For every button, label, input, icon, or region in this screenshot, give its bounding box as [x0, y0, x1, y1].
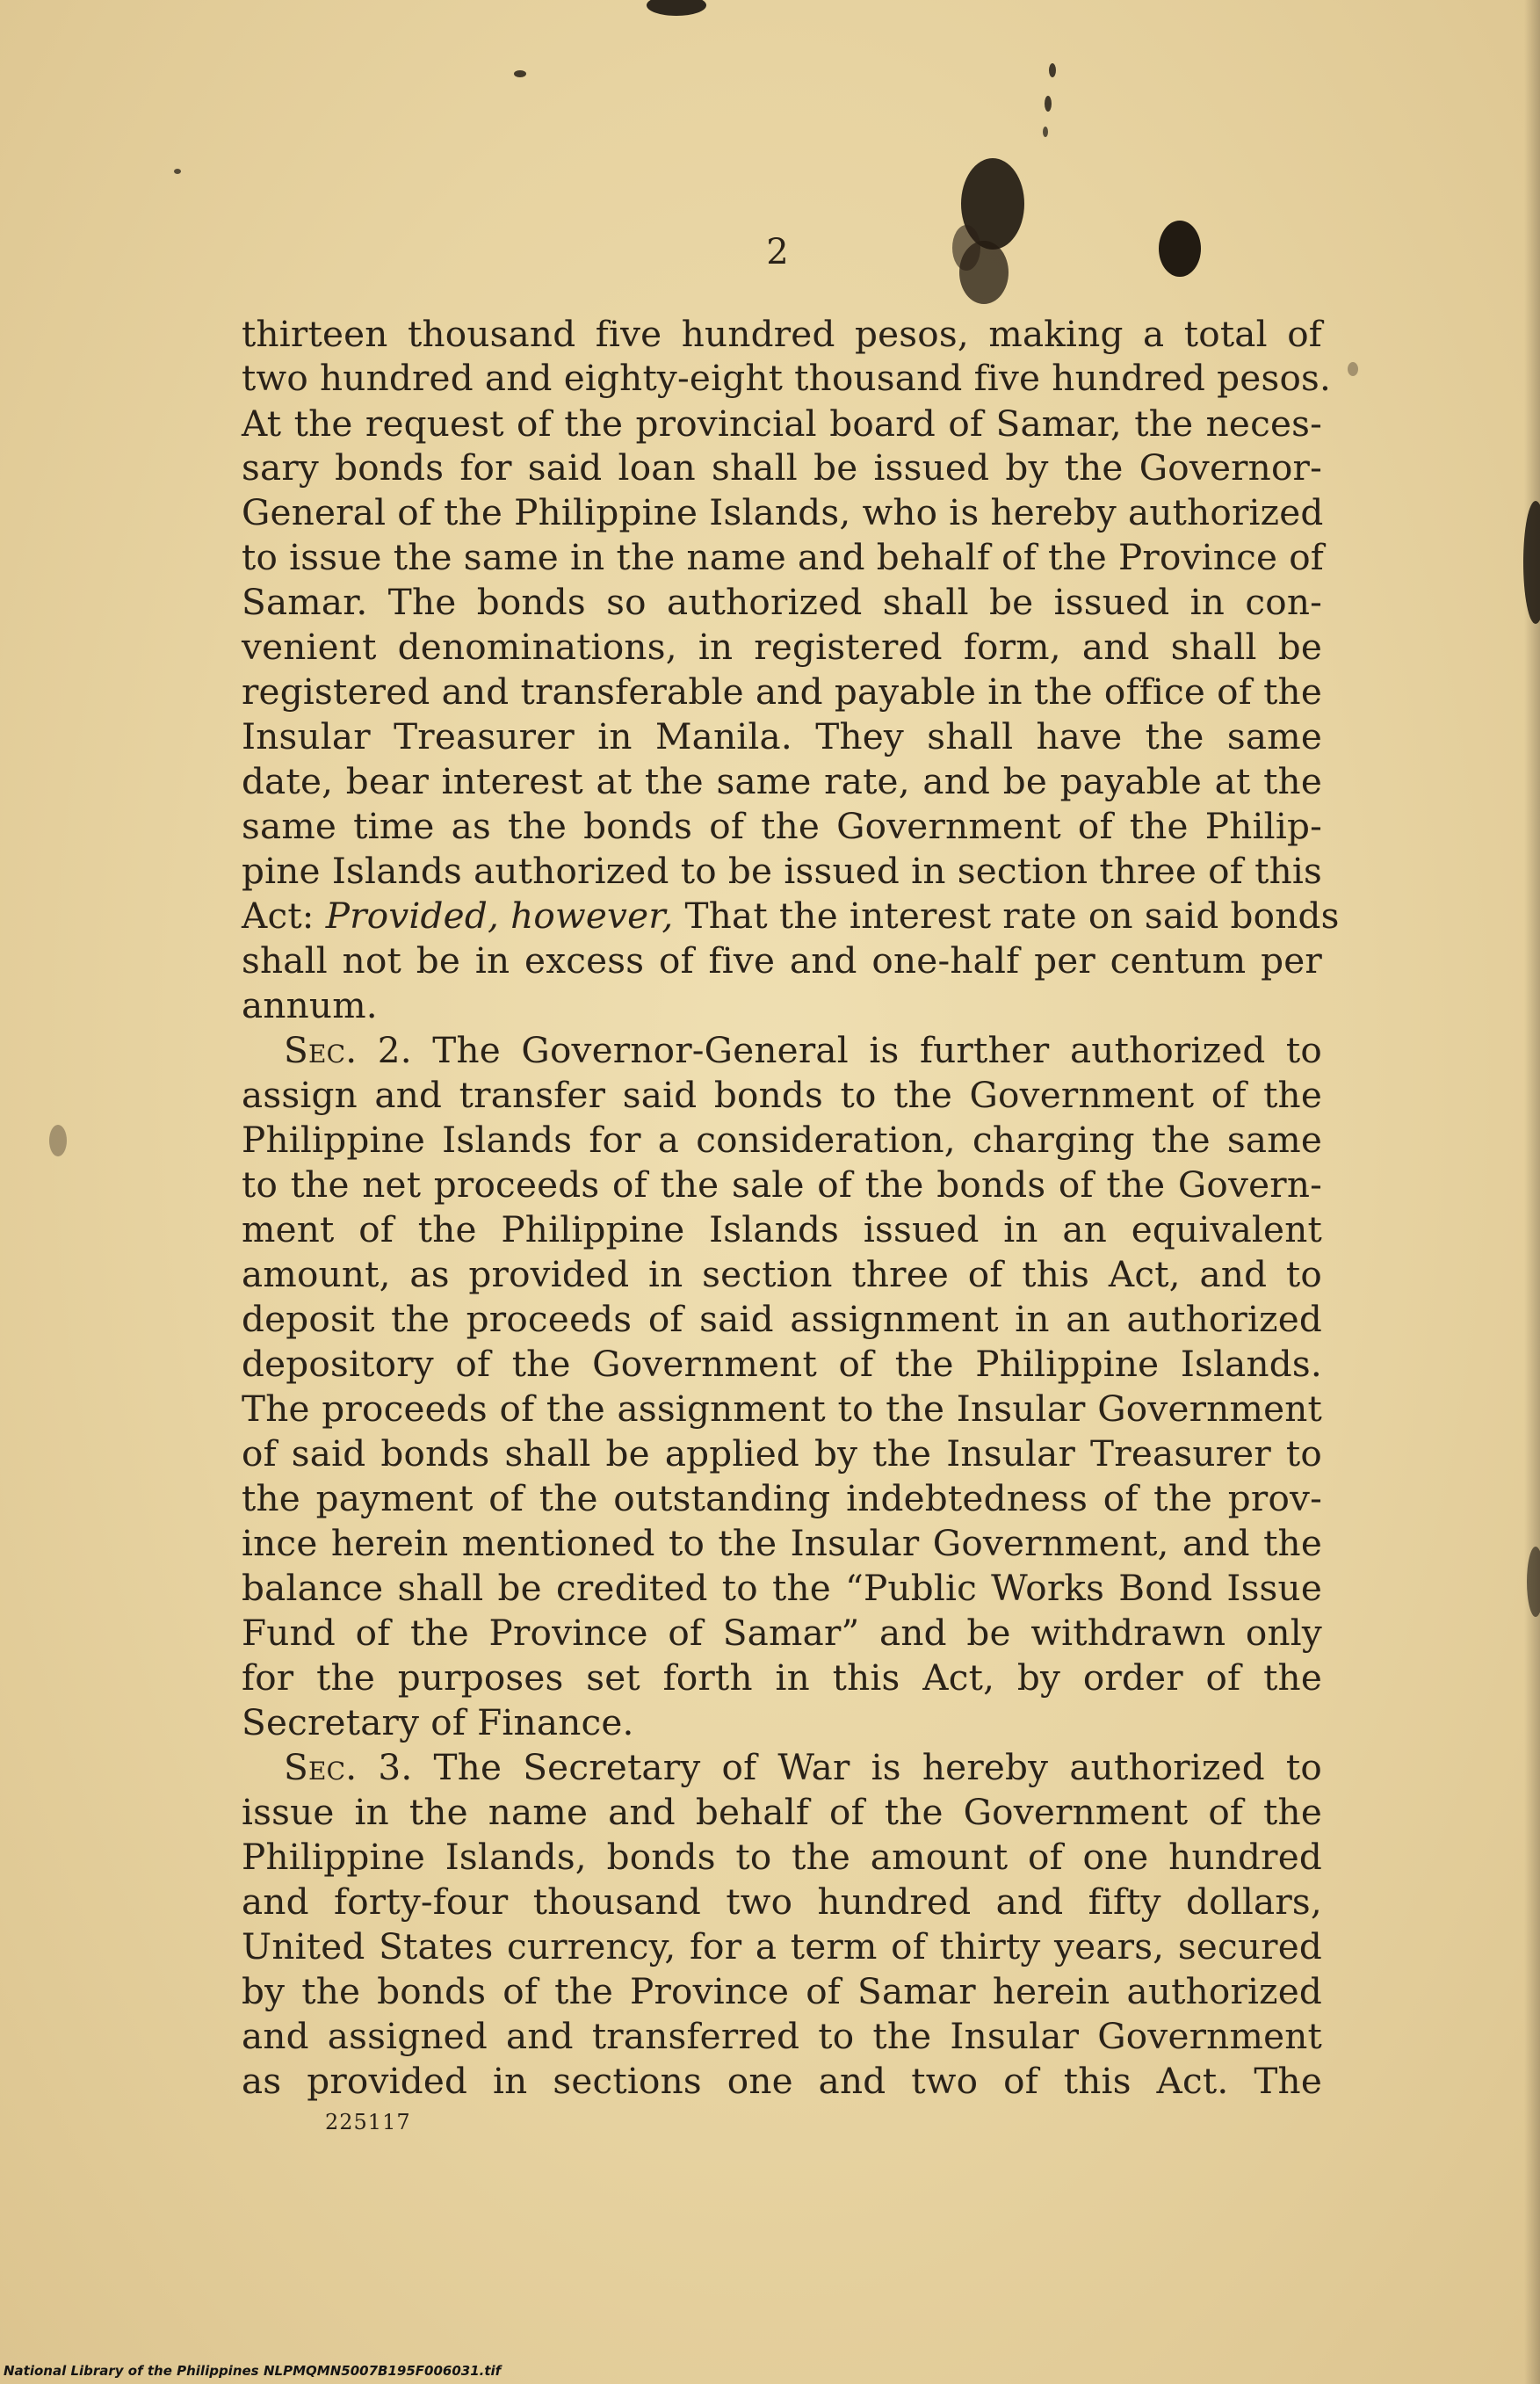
text-line: same time as the bonds of the Government of the Philip-: [242, 805, 1322, 847]
section-2-first-text: The Governor-General is further authorized to: [411, 1029, 1322, 1071]
text-line: General of the Philippine Islands, who is hereby authorized: [242, 491, 1324, 533]
text-line: Fund of the Province of Samar” and be withdrawn only: [242, 1612, 1322, 1654]
text-line: venient denominations, in registered form, and shall be: [242, 626, 1322, 668]
text-line: annum.: [242, 984, 378, 1026]
text-line: as provided in sections one and two of this Act. The: [242, 2060, 1322, 2102]
text-line: to issue the same in the name and behalf of the Province of: [242, 536, 1324, 578]
section-2-heading-line: [284, 1028, 1322, 1072]
text-line: Secretary of Finance.: [242, 1701, 634, 1743]
text-line: Philippine Islands, bonds to the amount of one hundred: [242, 1836, 1322, 1878]
text-line: Insular Treasurer in Manila. They shall have the same: [242, 715, 1322, 757]
text-line: Samar. The bonds so authorized shall be issued in con-: [242, 581, 1322, 623]
text-line: thirteen thousand five hundred pesos, making a total of: [242, 313, 1322, 355]
text-line: and forty-four thousand two hundred and fifty dollars,: [242, 1880, 1322, 1923]
text-line: two hundred and eighty-eight thousand five hundred pesos.: [242, 357, 1332, 399]
page-edge-shadow: [1524, 0, 1540, 2384]
text-line: the payment of the outstanding indebtedness of the prov-: [242, 1477, 1322, 1519]
text-line: issue in the name and behalf of the Government of the: [242, 1791, 1322, 1833]
text-line: balance shall be credited to the “Public Works Bond Issue: [242, 1567, 1322, 1609]
section-3-first-text: The Secretary of War is hereby authorized to: [412, 1746, 1322, 1788]
proviso-prefix: Act:: [242, 895, 326, 937]
section-2-label: Sec. 2.: [284, 1029, 412, 1071]
text-line: depository of the Government of the Philippine Islands.: [242, 1343, 1322, 1385]
text-line: by the bonds of the Province of Samar herein authorized: [242, 1970, 1322, 2012]
text-line: shall not be in excess of five and one-half per centum per: [242, 939, 1322, 982]
text-line: pine Islands authorized to be issued in section three of this: [242, 850, 1322, 892]
text-line: ince herein mentioned to the Insular Government, and the: [242, 1522, 1322, 1564]
scan-filename: NLPMQMN5007B195F006031.tif: [264, 2363, 502, 2379]
text-line: amount, as provided in section three of this Act, and to: [242, 1253, 1322, 1295]
section-3-heading-line: [284, 1745, 1322, 1789]
text-line: assign and transfer said bonds to the Government of the: [242, 1074, 1322, 1116]
text-line-proviso: [242, 894, 1340, 938]
text-line: for the purposes set forth in this Act, by order of the: [242, 1656, 1322, 1699]
page-number: 2: [766, 232, 789, 272]
proviso-suffix: That the interest rate on said bonds: [673, 895, 1340, 937]
proviso-italic: Provided, however,: [325, 895, 674, 937]
text-line: Philippine Islands for a consideration, charging the same: [242, 1119, 1322, 1161]
text-line: of said bonds shall be applied by the Insular Treasurer to: [242, 1432, 1322, 1475]
text-line: deposit the proceeds of said assignment in an authorized: [242, 1298, 1322, 1340]
text-line: The proceeds of the assignment to the Insular Government: [242, 1388, 1322, 1430]
text-line: to the net proceeds of the sale of the bonds of the Govern-: [242, 1163, 1322, 1206]
text-line: At the request of the provincial board of Samar, the neces-: [242, 402, 1322, 445]
text-line: and assigned and transferred to the Insular Government: [242, 2015, 1322, 2057]
section-3-label: Sec. 3.: [284, 1746, 413, 1788]
text-line: date, bear interest at the same rate, and be payable at the: [242, 760, 1322, 802]
text-line: United States currency, for a term of thirty years, secured: [242, 1925, 1322, 1967]
printer-code: 225117: [325, 2110, 411, 2134]
text-line: ment of the Philippine Islands issued in an equivalent: [242, 1208, 1322, 1250]
text-line: sary bonds for said loan shall be issued by the Governor-: [242, 446, 1322, 489]
library-credit: National Library of the Philippines: [4, 2363, 259, 2379]
text-line: registered and transferable and payable in the office of the: [242, 670, 1322, 713]
